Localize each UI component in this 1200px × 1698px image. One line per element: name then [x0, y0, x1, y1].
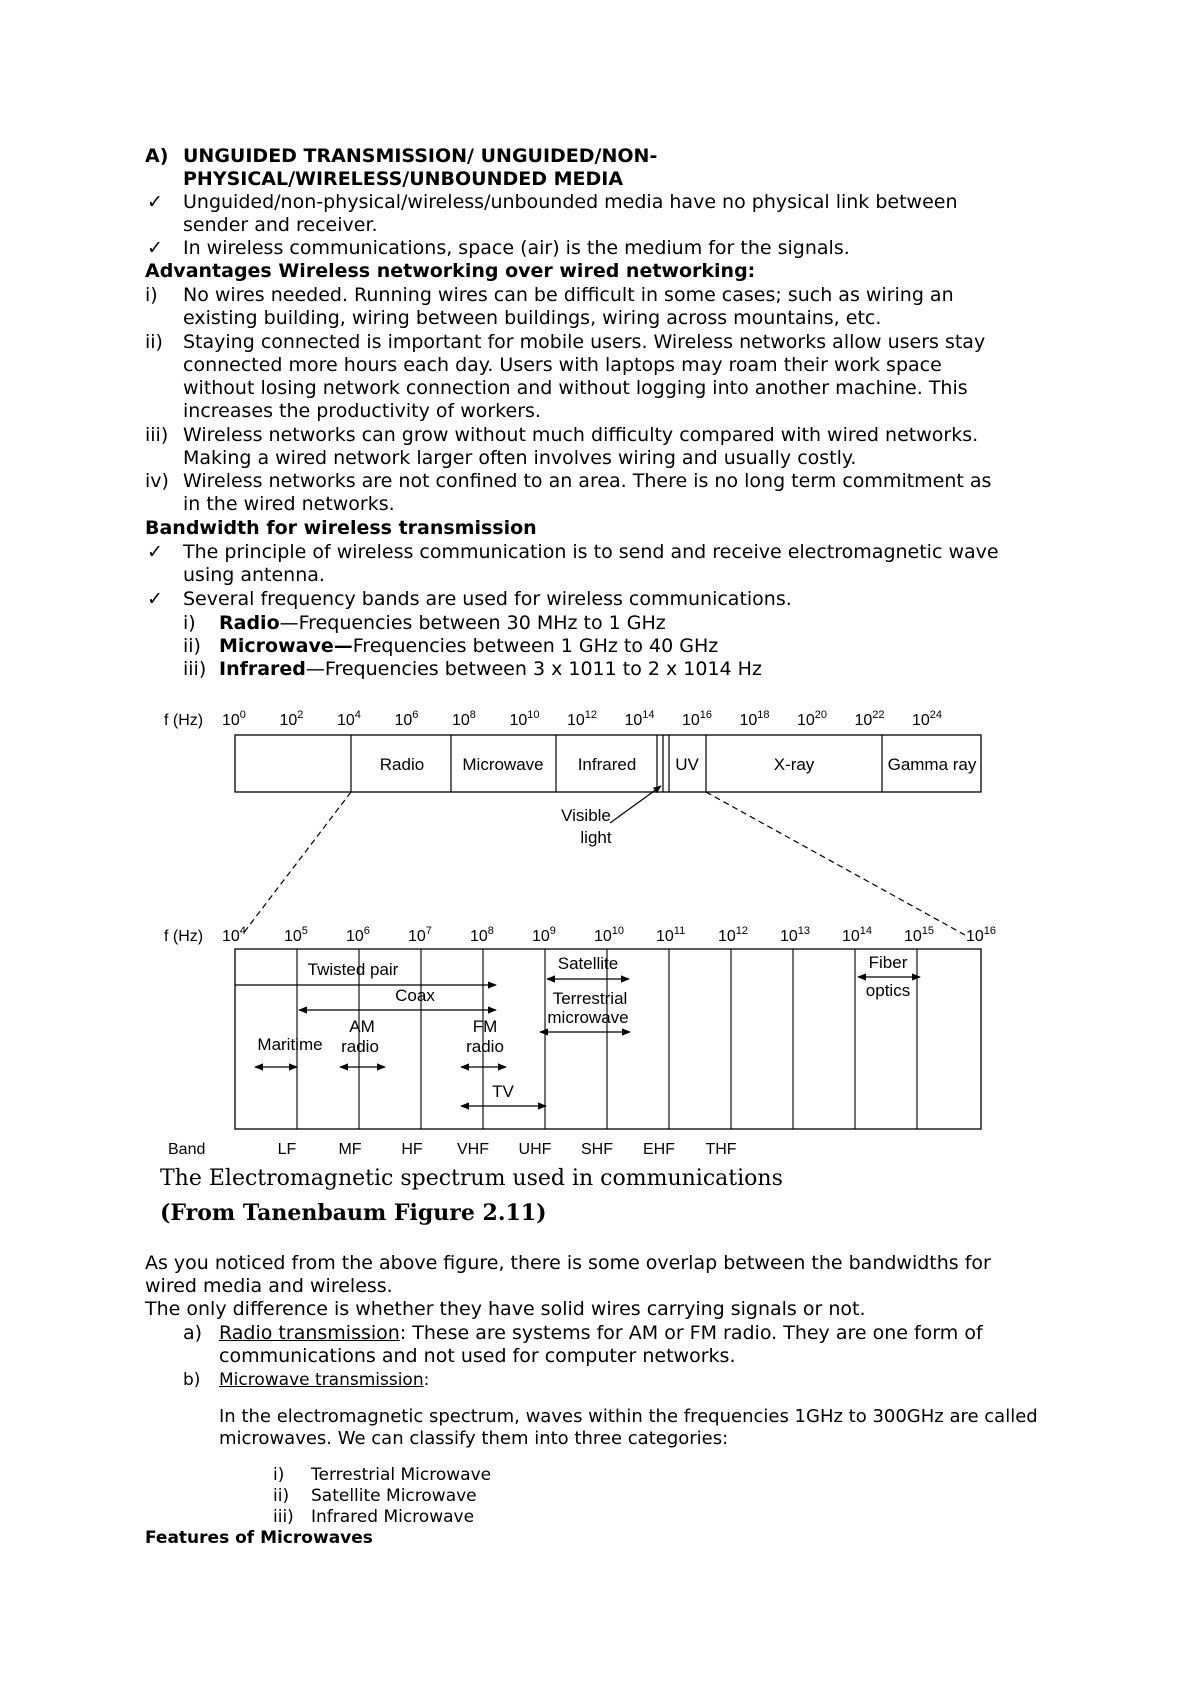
- fm-radio-label: radio: [466, 1037, 504, 1056]
- band-name: Infrared: [219, 658, 306, 680]
- top-axis-tick-label: $10^{24}$: [912, 709, 943, 729]
- adv-text: connected more hours each day. Users with laptops may roam their work space: [183, 354, 942, 376]
- region-label-infrared: Infrared: [577, 755, 637, 774]
- microwave-transmission-item: [219, 1370, 429, 1391]
- top-axis-tick-label: $10^{10}$: [509, 709, 540, 729]
- bottom-axis-tick-label: $10^{13}$: [780, 925, 811, 945]
- fiber-label: Fiber: [868, 953, 908, 972]
- bottom-axis-tick-label: $10^7$: [408, 925, 432, 945]
- band-uhf: UHF: [518, 1141, 552, 1158]
- top-axis-tick-label: $10^{22}$: [854, 709, 885, 729]
- paragraph-line: wired media and wireless.: [145, 1275, 393, 1297]
- top-axis-tick-label: $10^{18}$: [739, 709, 770, 729]
- bandwidth-bullet-2: Several frequency bands are used for wireless communications.: [183, 588, 792, 610]
- advantages-heading: Advantages Wireless networking over wired networking:: [145, 260, 756, 282]
- zoom-line-right: [706, 792, 965, 935]
- bottom-axis-tick-label: $10^{15}$: [904, 925, 935, 945]
- band-item: [219, 612, 666, 635]
- adv-num: ii): [145, 331, 163, 353]
- category-text: Satellite Microwave: [311, 1486, 477, 1506]
- intro-bullet-2: In wireless communications, space (air) is the medium for the signals.: [183, 237, 850, 259]
- adv-num: i): [145, 284, 158, 306]
- twisted-pair-label: Twisted pair: [307, 960, 399, 979]
- paragraph-line: As you noticed from the above figure, there is some overlap between the bandwidths for: [145, 1252, 991, 1274]
- item-marker: a): [183, 1322, 203, 1344]
- coax-label: Coax: [395, 986, 435, 1005]
- band-desc: —Frequencies between 30 MHz to 1 GHz: [279, 612, 666, 634]
- terrestrial-label: microwave: [547, 1008, 629, 1027]
- category-num: i): [273, 1465, 285, 1485]
- category-text: Infrared Microwave: [311, 1507, 475, 1527]
- top-axis-tick-label: $10^{14}$: [624, 709, 655, 729]
- band-item: [219, 635, 718, 658]
- band-num: ii): [183, 635, 201, 657]
- bottom-axis-tick-label: $10^9$: [532, 925, 556, 945]
- section-title-line1: UNGUIDED TRANSMISSION/ UNGUIDED/NON-: [183, 145, 658, 167]
- figure-caption-line1: The Electromagnetic spectrum used in communications: [160, 1166, 783, 1191]
- band-name: Microwave—: [219, 635, 353, 657]
- band-name: Radio: [219, 612, 280, 634]
- adv-num: iv): [145, 470, 169, 492]
- em-spectrum-figure: [160, 703, 1000, 1163]
- band-desc: —Frequencies between 3 x 1011 to 2 x 1014 Hz: [305, 658, 762, 680]
- band-desc: Frequencies between 1 GHz to 40 GHz: [352, 635, 719, 657]
- band-thf: THF: [705, 1141, 737, 1158]
- band-shf: SHF: [581, 1141, 613, 1158]
- bottom-axis-tick-label: $10^{12}$: [718, 925, 749, 945]
- adv-text: increases the productivity of workers.: [183, 400, 541, 422]
- visible-light-label: Visible: [561, 806, 611, 825]
- section-title-line2: PHYSICAL/WIRELESS/UNBOUNDED MEDIA: [183, 168, 624, 190]
- visible-light-label: light: [580, 828, 612, 847]
- paragraph-line: microwaves. We can classify them into three categories:: [219, 1428, 729, 1449]
- bottom-axis-label: f (Hz): [164, 928, 204, 945]
- check-icon: ✓: [147, 191, 163, 213]
- top-axis-tick-label: $10^{12}$: [567, 709, 598, 729]
- adv-text: in the wired networks.: [183, 493, 395, 515]
- band-vhf: VHF: [457, 1141, 489, 1158]
- top-axis-tick-label: $10^6$: [394, 709, 419, 729]
- check-icon: ✓: [147, 588, 163, 610]
- region-label-xray: X-ray: [773, 755, 815, 774]
- radio-transmission-text: communications and not used for computer networks.: [219, 1345, 736, 1367]
- top-axis-tick-label: $10^0$: [222, 709, 246, 729]
- paragraph-line: The only difference is whether they have solid wires carrying signals or not.: [145, 1298, 866, 1320]
- figure-caption-line2: (From Tanenbaum Figure 2.11): [160, 1200, 547, 1226]
- fiber-label: optics: [865, 981, 911, 1000]
- band-lf: LF: [277, 1141, 297, 1158]
- adv-text: without losing network connection and without logging into another machine. This: [183, 377, 968, 399]
- bottom-axis-tick-label: $10^8$: [470, 925, 494, 945]
- bottom-axis-tick-label: $10^{16}$: [966, 925, 997, 945]
- radio-transmission-text: : These are systems for AM or FM radio. They are one form of: [399, 1322, 983, 1344]
- check-icon: ✓: [147, 237, 163, 259]
- microwave-transmission-title: Microwave transmission: [219, 1370, 424, 1390]
- check-icon: ✓: [147, 541, 163, 563]
- features-heading: Features of Microwaves: [145, 1528, 373, 1548]
- region-label-uv: UV: [675, 755, 699, 774]
- top-axis-tick-label: $10^8$: [452, 709, 476, 729]
- top-axis-tick-label: $10^2$: [279, 709, 304, 729]
- am-radio-label: AM: [349, 1017, 375, 1036]
- intro-bullet-1-line2: sender and receiver.: [183, 214, 378, 236]
- top-axis-tick-label: $10^{16}$: [682, 709, 713, 729]
- band-row-label: Band: [168, 1141, 206, 1158]
- adv-text: Wireless networks are not confined to an area. There is no long term commitment as: [183, 470, 992, 492]
- category-num: ii): [273, 1486, 290, 1506]
- category-num: iii): [273, 1507, 294, 1527]
- zoom-line-left: [242, 792, 351, 935]
- paragraph-line: In the electromagnetic spectrum, waves within the frequencies 1GHz to 300GHz are called: [219, 1406, 1038, 1427]
- top-axis-tick-label: $10^{20}$: [797, 709, 828, 729]
- bottom-axis-tick-label: $10^{11}$: [656, 925, 686, 945]
- band-hf: HF: [401, 1141, 423, 1158]
- satellite-label: Satellite: [557, 954, 619, 973]
- band-item: [219, 658, 762, 681]
- adv-text: Staying connected is important for mobile users. Wireless networks allow users stay: [183, 331, 986, 353]
- adv-text: No wires needed. Running wires can be difficult in some cases; such as wiring an: [183, 284, 954, 306]
- section-marker: A): [145, 145, 169, 167]
- band-ehf: EHF: [643, 1141, 675, 1158]
- adv-text: Wireless networks can grow without much difficulty compared with wired networks.: [183, 424, 979, 446]
- adv-text: existing building, wiring between buildings, wiring across mountains, etc.: [183, 307, 882, 329]
- microwave-transmission-colon: :: [423, 1370, 430, 1390]
- terrestrial-label: Terrestrial: [552, 989, 628, 1008]
- region-label-microwave: Microwave: [462, 755, 544, 774]
- band-mf: MF: [338, 1141, 362, 1158]
- bottom-axis-tick-label: $10^4$: [222, 925, 246, 945]
- fm-radio-label: FM: [472, 1017, 498, 1036]
- intro-bullet-1-line1: Unguided/non-physical/wireless/unbounded media have no physical link between: [183, 191, 958, 213]
- tv-label: TV: [492, 1082, 514, 1101]
- bottom-axis-tick-label: $10^{14}$: [842, 925, 873, 945]
- radio-transmission-item: [219, 1322, 983, 1345]
- bandwidth-bullet-1-line1: The principle of wireless communication is to send and receive electromagnetic wave: [183, 541, 999, 563]
- bandwidth-bullet-1-line2: using antenna.: [183, 564, 325, 586]
- maritime-label: Maritime: [257, 1035, 323, 1054]
- bandwidth-heading: Bandwidth for wireless transmission: [145, 517, 537, 539]
- band-num: i): [183, 612, 196, 634]
- adv-text: Making a wired network larger often involves wiring and usually costly.: [183, 447, 857, 469]
- bottom-axis-tick-label: $10^{10}$: [594, 925, 625, 945]
- band-num: iii): [183, 658, 207, 680]
- top-axis-tick-label: $10^4$: [337, 709, 361, 729]
- radio-transmission-title: Radio transmission: [219, 1322, 400, 1344]
- bottom-axis-tick-label: $10^6$: [346, 925, 370, 945]
- region-label-gamma: Gamma ray: [887, 755, 977, 774]
- am-radio-label: radio: [341, 1037, 379, 1056]
- adv-num: iii): [145, 424, 169, 446]
- item-marker: b): [183, 1370, 201, 1390]
- bottom-axis-tick-label: $10^5$: [284, 925, 308, 945]
- top-axis-label: f (Hz): [164, 712, 204, 729]
- category-text: Terrestrial Microwave: [311, 1465, 492, 1485]
- region-label-radio: Radio: [379, 755, 425, 774]
